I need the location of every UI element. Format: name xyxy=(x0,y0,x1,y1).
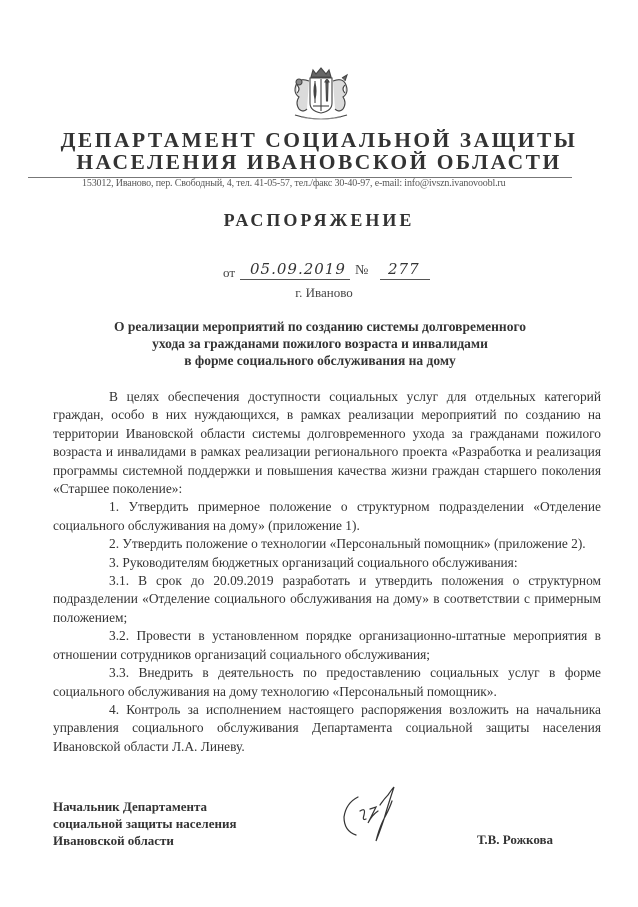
position-line2: социальной защиты населения xyxy=(53,816,237,831)
department-name-line2: НАСЕЛЕНИЯ ИВАНОВСКОЙ ОБЛАСТИ xyxy=(76,150,562,174)
number-field xyxy=(380,260,430,280)
item-3-2: 3.2. Провести в установленном порядке организационно-штатные мероприятия в отношении сотрудников организаций социального обслуживания; xyxy=(53,628,601,662)
subject-line3: в форме социального обслуживания на дому xyxy=(184,353,456,368)
position-line1: Начальник Департамента xyxy=(53,799,208,814)
item-2: 2. Утвердить положение о технологии «Персональный помощник» (приложение 2). xyxy=(109,536,586,552)
item-3: 3. Руководителям бюджетных организаций социального обслуживания: xyxy=(109,554,518,570)
coat-of-arms-icon xyxy=(287,63,355,125)
contact-info: 153012, Иваново, пер. Свободный, 4, тел. 41-05-57, тел./факс 30-40-97, e-mail: info@ivszn.ivanovoobl.ru xyxy=(82,178,506,189)
date-field xyxy=(240,260,350,280)
document-date: 05.09.2019 xyxy=(250,260,346,278)
department-name-line1: ДЕПАРТАМЕНТ СОЦИАЛЬНОЙ ЗАЩИТЫ xyxy=(60,128,578,152)
handwritten-signature xyxy=(336,785,416,845)
subject-line2: ухода за гражданами пожилого возраста и инвалидами xyxy=(152,336,488,351)
date-number-line xyxy=(0,260,638,284)
number-prefix: № xyxy=(355,263,369,278)
date-prefix: от xyxy=(223,265,236,280)
document-subject xyxy=(100,318,540,369)
subject-line1: О реализации мероприятий по созданию системы долговременного xyxy=(113,319,527,334)
document-number: 277 xyxy=(388,260,420,278)
document-type-title: РАСПОРЯЖЕНИЕ xyxy=(223,210,415,230)
intro-paragraph: В целях обеспечения доступности социальных услуг для отдельных категорий граждан, особо в них нуждающихся, в рамках реализации мероприятий по созданию на территории Ивановской области системы долговременного ухода за гражданами пожилого возраста и инвалидами в рамках реализации регионального проекта «Разработка и реализация программы системной поддержки и повышения качества жизни граждан старшего поколения «Старшее поколение»: xyxy=(53,389,601,497)
item-3-1: 3.1. В срок до 20.09.2019 разработать и утвердить положения о структурном подразделении «Отделение социального обслуживания на дому» в соответствии с примерным положением; xyxy=(53,573,601,625)
signatory-name: Т.В. Рожкова xyxy=(477,832,554,847)
signatory-position xyxy=(53,798,237,849)
item-4: 4. Контроль за исполнением настоящего распоряжения возложить на начальника управления социального обслуживания Департамента социальной защиты населения Ивановской области Л.А. Линеву. xyxy=(53,701,601,754)
item-3-3: 3.3. Внедрить в деятельность по предоставлению социальных услуг в форме социального обслуживания на дому технологию «Персональный помощник». xyxy=(53,665,601,699)
document-city: г. Иваново xyxy=(295,285,353,300)
position-line3: Ивановской области xyxy=(53,833,174,848)
document-body xyxy=(53,388,601,756)
item-1: 1. Утвердить примерное положение о структурном подразделении «Отделение социального обслуживания на дому» (приложение 1). xyxy=(53,499,601,533)
